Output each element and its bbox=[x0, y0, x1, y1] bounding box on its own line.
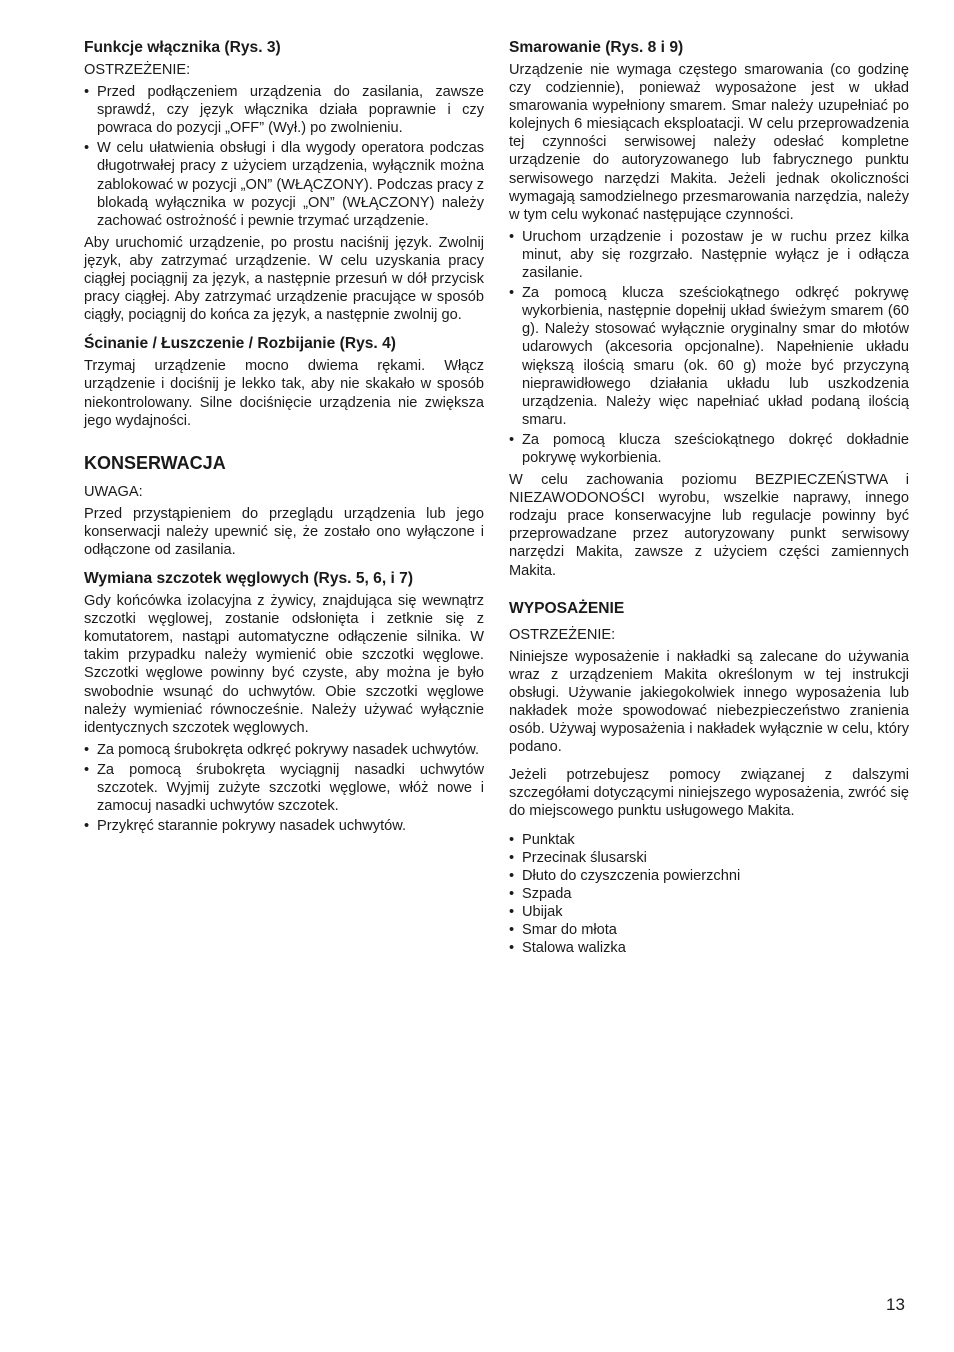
list-item: • Punktak bbox=[509, 831, 909, 849]
warning-label: OSTRZEŻENIE: bbox=[509, 626, 616, 643]
warning-label: OSTRZEŻENIE: bbox=[84, 62, 191, 78]
list-item: • Za pomocą śrubokręta wyciągnij nasadki uchwytów szczotek. Wyjmij zużyte szczotki węglowe, włóż nowe i zamocuj nasadki uchwytów szczotek. bbox=[84, 761, 484, 815]
page-number: 13 bbox=[886, 1295, 905, 1314]
right-column bbox=[509, 38, 909, 961]
carbon-brushes-bullet-list bbox=[84, 741, 484, 835]
list-item: • Ubijak bbox=[509, 903, 909, 921]
note-label: UWAGA: bbox=[84, 483, 143, 500]
safety-paragraph: W celu zachowania poziomu BEZPIECZEŃSTWA i NIEZAWODONOŚCI wyrobu, wszelkie naprawy, innego rodzaju prace konserwacyjne lub regulacje powinny być przeprowadzane przez autoryzowany punkt serwisowy narzędzi Makita, zawsze z użyciem części zamiennych Makita. bbox=[509, 472, 909, 579]
list-item: • Szpada bbox=[509, 885, 909, 903]
switch-bullet-list bbox=[84, 83, 484, 230]
section-heading-chipping: Ścinanie / Łuszczenie / Rozbijanie (Rys. 4) bbox=[84, 335, 396, 353]
section-heading-switch: Funkcje włącznika (Rys. 3) bbox=[84, 39, 281, 56]
section-heading-carbon-brushes: Wymiana szczotek węglowych (Rys. 5, 6, i 7) bbox=[84, 570, 414, 588]
list-item: • Przecinak ślusarski bbox=[509, 849, 909, 867]
accessories-paragraph: Niniejsze wyposażenie i nakładki są zalecane do używania wraz z urządzeniem Makita określonym w tej instrukcji obsługi. Używanie jakiegokolwiek innego wyposażenia lub nakładek może spowodować niebezpieczeństwo zranienia osób. Używaj wyposażenia i nakładek wyłącznie w celu, który podano. bbox=[509, 648, 909, 756]
lubrication-bullet-list bbox=[509, 228, 909, 467]
list-item: • Za pomocą klucza sześciokątnego odkręć pokrywę wykorbienia, następnie dopełnij układ świeżym smarem (60 g). Należy stosować wyłącznie oryginalny smar do młotów udarowych (akcesoria opcjonalne). Napełnienie układu większą ilością smaru (ok. 60 g) może być przyczyną nieprawidłowego działania układu lub uszkodzenia urządzenia. Należy więc napełniać układ podaną ilością smaru. bbox=[509, 284, 909, 429]
left-column bbox=[84, 38, 484, 839]
list-item: • Za pomocą klucza sześciokątnego dokręć dokładnie pokrywę wykorbienia. bbox=[509, 431, 909, 467]
list-item: • Przed podłączeniem urządzenia do zasilania, zawsze sprawdź, czy język włącznika działa poprawnie i czy powraca do pozycji „OFF” (Wył.) po zwolnieniu. bbox=[84, 83, 484, 137]
section-heading-maintenance: KONSERWACJA bbox=[84, 452, 226, 473]
switch-paragraph: Aby uruchomić urządzenie, po prostu naciśnij język. Zwolnij język, aby zatrzymać urządzenie. W celu uzyskania pracy ciągłej pociągnij za język, a następnie przesuń w dół przycisk pracy ciągłej. Aby zatrzymać urządzenie pracujące w sposób ciągły, pociągnij do końca za język, a następnie zwolnij go. bbox=[84, 234, 484, 324]
list-item: • Przykręć starannie pokrywy nasadek uchwytów. bbox=[84, 817, 484, 835]
section-heading-accessories: WYPOSAŻENIE bbox=[509, 599, 625, 617]
list-item: • Za pomocą śrubokręta odkręć pokrywy nasadek uchwytów. bbox=[84, 741, 484, 759]
list-item: • Dłuto do czyszczenia powierzchni bbox=[509, 867, 909, 885]
section-heading-lubrication: Smarowanie (Rys. 8 i 9) bbox=[509, 39, 684, 56]
maintenance-paragraph: Przed przystąpieniem do przeglądu urządzenia lub jego konserwacji należy upewnić się, że zostało ono wyłączone i odłączone od zasilania. bbox=[84, 505, 484, 558]
list-item: • Uruchom urządzenie i pozostaw je w ruchu przez kilka minut, aby się rozgrzało. Następnie wyłącz je i odłącza zasilanie. bbox=[509, 228, 909, 282]
carbon-brushes-paragraph: Gdy końcówka izolacyjna z żywicy, znajdująca się wewnątrz szczotki węglowej, zostanie odsłonięta i zetknie się z komutatorem, nastąpi automatyczne odłączenie silnika. W takim przypadku należy wymienić obie szczotki węglowe. Szczotki węglowe powinny być czyste, aby można je było swobodnie wsunąć do uchwytów. Obie szczotki węglowe należy wymieniać równocześnie. Należy używać wyłącznie identycznych szczotek węglowych. bbox=[84, 593, 484, 736]
list-item: • Stalowa walizka bbox=[509, 939, 909, 957]
list-item: • Smar do młota bbox=[509, 921, 909, 939]
list-item: • W celu ułatwienia obsługi i dla wygody operatora podczas długotrwałej pracy z użyciem urządzenia, wyłącznik można zablokować w pozycji „ON” (WŁĄCZONY). Podczas pracy z blokadą wyłącznika w pozycji „ON” (WŁĄCZONY) należy zachować ostrożność i pewnie trzymać urządzenie. bbox=[84, 139, 484, 229]
accessories-list bbox=[509, 831, 909, 958]
accessories-help-paragraph: Jeżeli potrzebujesz pomocy związanej z dalszymi szczegółami dotyczącymi niniejszego wyposażenia, zwróć się do miejscowego punktu usługowego Makita. bbox=[509, 767, 909, 820]
chipping-paragraph: Trzymaj urządzenie mocno dwiema rękami. Włącz urządzenie i dociśnij je lekko tak, aby nie skakało w sposób niekontrolowany. Silne dociśnięcie urządzenia nie zwiększa jego wydajności. bbox=[84, 358, 484, 429]
lubrication-paragraph: Urządzenie nie wymaga częstego smarowania (co godzinę czy codziennie), ponieważ wyposażone jest w układ smarowania wypełniony smarem. Smar należy uzupełniać po kolejnych 6 miesiącach eksploatacji. W celu przeprowadzenia tej czynności serwisowej należy odesłać kompletne urządzenie do autoryzowanego lub fabrycznego punktu serwisowego narzędzi Makita. Jeżeli jednak okoliczności wymagają samodzielnego przesmarowania narzędzia, należy w tym celu wykonać następujące czynności. bbox=[509, 62, 909, 223]
